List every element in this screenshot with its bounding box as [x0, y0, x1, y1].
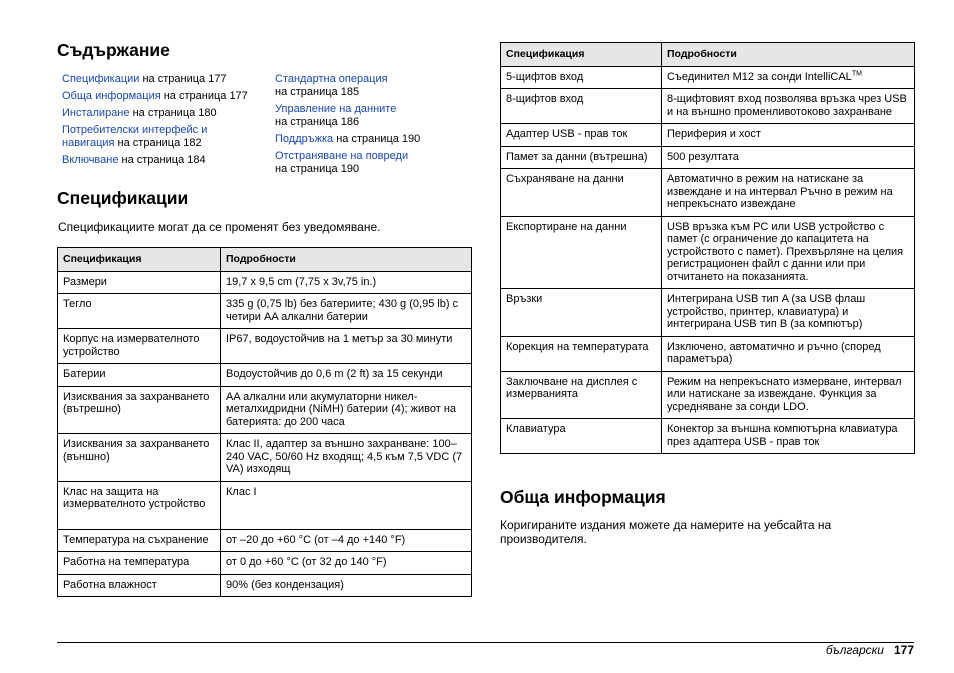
table-row — [58, 481, 472, 529]
toc-page-ref: на страница 184 — [118, 154, 206, 166]
table-row — [58, 386, 472, 434]
spec-cell: Тегло — [58, 294, 221, 329]
toc-page-ref: на страница 185 — [275, 86, 360, 98]
footer-language: български — [825, 643, 884, 657]
details-cell: 335 g (0,75 lb) без батериите; 430 g (0,95 lb) с четири AA алкални батерии — [221, 294, 472, 329]
toc-link[interactable]: Включване — [62, 154, 119, 166]
toc-page-ref: на страница 180 — [129, 107, 217, 119]
toc-column-left — [62, 73, 267, 171]
details-cell — [662, 66, 915, 89]
details-cell: Изключено, автоматично и ръчно (според параметъра) — [662, 336, 915, 371]
spec-cell: Работна влажност — [58, 574, 221, 597]
table-row — [58, 434, 472, 482]
toc-link[interactable]: Поддръжка — [275, 133, 334, 145]
table-row — [58, 271, 472, 294]
table-row — [501, 419, 915, 454]
table-row — [501, 124, 915, 147]
page-footer — [826, 643, 914, 657]
left-column — [57, 40, 472, 597]
trademark-sup: TM — [851, 69, 862, 77]
toc-link[interactable]: Обща информация — [62, 90, 161, 102]
footer-divider — [57, 642, 914, 643]
spec-cell: Заключване на дисплея с измерванията — [501, 371, 662, 419]
specs-table-left — [57, 247, 472, 597]
spec-cell: 5-щифтов вход — [501, 66, 662, 89]
spec-cell: Клас на защита на измервателното устройство — [58, 481, 221, 529]
toc-link[interactable]: Потребителски интерфейс и навигация — [62, 124, 208, 149]
toc-page-ref: на страница 190 — [333, 133, 421, 145]
specs-heading: Спецификации — [57, 188, 189, 208]
toc-link[interactable]: Стандартна операция — [275, 73, 388, 85]
column-header-spec: Спецификация — [501, 43, 662, 67]
right-column — [500, 42, 914, 546]
details-cell: Водоустойчив до 0,6 m (2 ft) за 15 секунди — [221, 364, 472, 387]
spec-cell: Батерии — [58, 364, 221, 387]
toc-page-ref: на страница 190 — [275, 163, 360, 175]
details-cell: Конектор за външна компютърна клавиатура през адаптера USB - прав ток — [662, 419, 915, 454]
toc-entry — [62, 154, 267, 167]
table-row — [501, 216, 915, 289]
table-row — [501, 66, 915, 89]
spec-cell: 8-щифтов вход — [501, 89, 662, 124]
spec-cell: Връзки — [501, 289, 662, 337]
spec-cell: Работна на температура — [58, 552, 221, 575]
toc-entry — [62, 90, 267, 103]
spec-cell: Памет за данни (вътрешна) — [501, 146, 662, 169]
details-cell: Режим на непрекъснато измерване, интервал или натискане за извеждане. Функция за усредняване за сонди LDO. — [662, 371, 915, 419]
toc-link[interactable]: Управление на данните — [275, 103, 397, 115]
spec-cell: Корпус на измервателното устройство — [58, 329, 221, 364]
specs-table-right — [500, 42, 915, 454]
toc-entry — [62, 124, 222, 150]
specs-intro: Спецификациите могат да се променят без уведомяване. — [58, 220, 381, 234]
details-cell: 19,7 x 9,5 cm (7,75 x 3v,75 in.) — [221, 271, 472, 294]
spec-cell: Клавиатура — [501, 419, 662, 454]
column-header-spec: Спецификация — [58, 248, 221, 272]
table-header-row — [58, 248, 472, 272]
toc-page-ref: на страница 186 — [275, 116, 360, 128]
toc-page-ref: на страница 182 — [114, 137, 202, 149]
table-row — [501, 146, 915, 169]
table-row — [501, 336, 915, 371]
toc-entry — [275, 103, 475, 129]
general-info-text: Коригираните издания можете да намерите на уебсайта на производителя. — [500, 518, 832, 546]
table-row — [501, 89, 915, 124]
table-row — [58, 552, 472, 575]
spec-cell: Експортиране на данни — [501, 216, 662, 289]
details-cell: USB връзка към PC или USB устройство с памет (с ограничение до капацитета на устройството с памет). Прехвърляне на целия регистрационен файл с данни или при отчитането на показанията. — [662, 216, 915, 289]
details-cell: от –20 до +60 °C (от –4 до +140 °F) — [221, 529, 472, 552]
details-cell: AA алкални или акумулаторни никел-металхидридни (NiMH) батерии (4); живот на батерията: до 200 часа — [221, 386, 472, 434]
spec-cell: Размери — [58, 271, 221, 294]
details-cell: от 0 до +60 °C (от 32 до 140 °F) — [221, 552, 472, 575]
toc-link[interactable]: Спецификации — [62, 73, 140, 85]
column-header-details: Подробности — [221, 248, 472, 272]
details-cell: 500 резултата — [662, 146, 915, 169]
details-cell: 90% (без кондензация) — [221, 574, 472, 597]
table-row — [501, 371, 915, 419]
details-text: Съединител M12 за сонди IntelliCAL — [667, 70, 852, 83]
table-row — [501, 289, 915, 337]
page-number: 177 — [893, 643, 914, 657]
toc-entry — [275, 150, 475, 176]
table-row — [58, 574, 472, 597]
details-cell: Клас II, адаптер за външно захранване: 100–240 VAC, 50/60 Hz входящ; 4,5 към 7,5 VDC (7 VA) изходящ — [221, 434, 472, 482]
toc-entry — [62, 107, 267, 120]
spec-cell: Корекция на температурата — [501, 336, 662, 371]
details-cell: Периферия и хост — [662, 124, 915, 147]
toc-link[interactable]: Инсталиране — [62, 107, 130, 119]
toc-entry — [62, 73, 267, 86]
table-of-contents — [57, 73, 472, 188]
column-header-details: Подробности — [662, 43, 915, 67]
spec-cell: Температура на съхранение — [58, 529, 221, 552]
spec-cell: Изисквания за захранването (външно) — [58, 434, 221, 482]
table-row — [58, 529, 472, 552]
toc-link[interactable]: Отстраняване на повреди — [275, 150, 409, 162]
details-cell: IP67, водоустойчив на 1 метър за 30 минути — [221, 329, 472, 364]
spec-cell: Изисквания за захранването (вътрешно) — [58, 386, 221, 434]
table-header-row — [501, 43, 915, 67]
general-info-heading: Обща информация — [500, 487, 666, 507]
toc-page-ref: на страница 177 — [160, 90, 248, 102]
table-row — [58, 294, 472, 329]
toc-heading: Съдържание — [57, 40, 170, 60]
spec-cell: Адаптер USB - прав ток — [501, 124, 662, 147]
details-cell: Интегрирана USB тип A (за USB флаш устройство, принтер, клавиатура) и интегрирана USB тип B (за компютър) — [662, 289, 915, 337]
table-row — [58, 329, 472, 364]
spec-cell: Съхраняване на данни — [501, 169, 662, 217]
toc-column-right — [275, 73, 475, 180]
details-cell: 8-щифтовият вход позволява връзка чрез USB и на външно променливотоково захранване — [662, 89, 915, 124]
toc-entry — [275, 133, 475, 146]
toc-page-ref: на страница 177 — [139, 73, 227, 85]
toc-entry — [275, 73, 475, 99]
details-cell: Автоматично в режим на натискане за извеждане и на интервал Ръчно в режим на непрекъснато извеждане — [662, 169, 915, 217]
table-row — [58, 364, 472, 387]
details-cell: Клас I — [221, 481, 472, 529]
table-row — [501, 169, 915, 217]
